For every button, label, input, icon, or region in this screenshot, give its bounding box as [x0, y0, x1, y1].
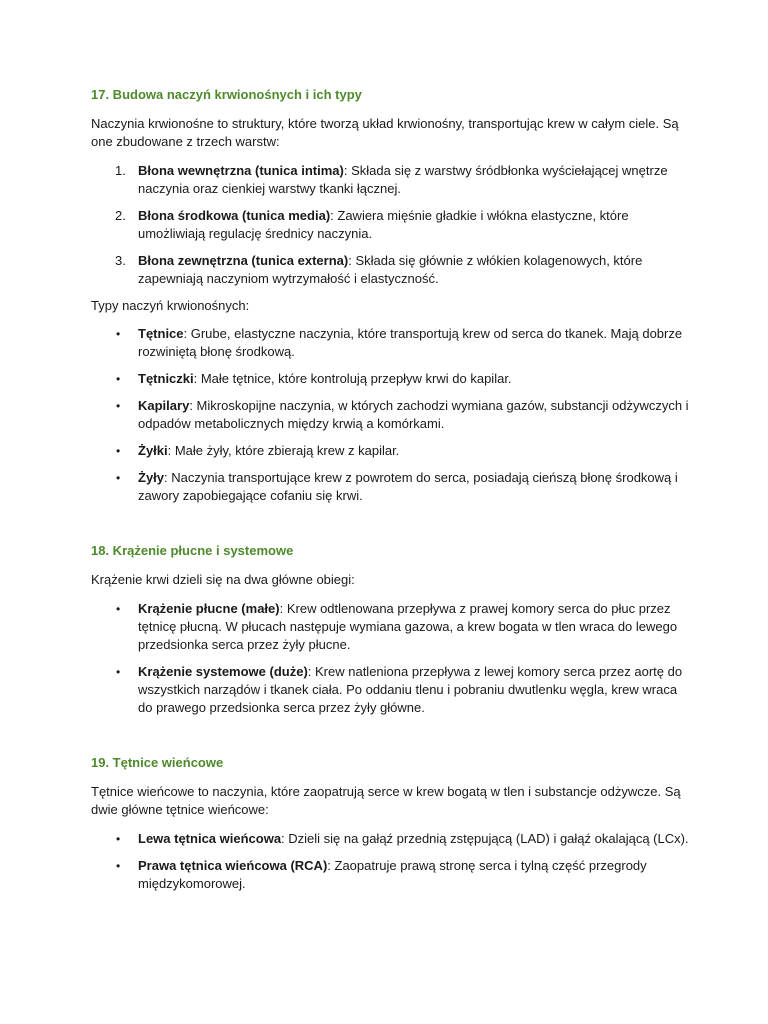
list-term: Błona środkowa (tunica media) — [138, 208, 331, 223]
circulation-list — [91, 600, 691, 717]
list-term: Błona wewnętrzna (tunica intima) — [138, 163, 344, 178]
list-term: Prawa tętnica wieńcowa (RCA) — [138, 858, 328, 873]
list-term: Żyły — [138, 470, 165, 485]
list-term: Tętniczki — [138, 371, 194, 386]
list-number: 2. — [115, 208, 126, 223]
vessel-types-list — [91, 325, 691, 505]
bullet-icon: • — [116, 832, 121, 846]
list-term: Kapilary — [138, 398, 190, 413]
list-text: : Dzieli się na gałąź przednią zstępującą (LAD) i gałąź okalającą (LCx). — [281, 831, 689, 846]
list-text: : Mikroskopijne naczynia, w których zachodzi wymiana gazów, substancji odżywczych i odpadów metabolicznych między krwią a komórkami. — [138, 398, 689, 431]
list-term: Błona zewnętrzna (tunica externa) — [138, 253, 349, 268]
list-item — [91, 469, 691, 505]
bullet-icon: • — [116, 399, 121, 413]
coronary-list — [91, 830, 691, 893]
section-heading-17: 17. Budowa naczyń krwionośnych i ich typy — [91, 87, 362, 102]
bullet-icon: • — [116, 602, 121, 616]
bullet-icon: • — [116, 859, 121, 873]
list-text: : Małe tętnice, które kontrolują przepływ krwi do kapilar. — [193, 371, 512, 386]
section-heading-18: 18. Krążenie płucne i systemowe — [91, 543, 294, 558]
list-text: : Składa się głównie z włókien kolagenowych, które zapewniają naczyniom wytrzymałość i elastyczność. — [138, 253, 643, 286]
layer-list — [91, 162, 691, 288]
list-item — [91, 162, 691, 198]
list-text: : Krew natleniona przepływa z lewej komory serca przez aortę do wszystkich narządów i tkanek ciała. Po oddaniu tlenu i pobraniu dwutlenku węgla, krew wraca do prawego przedsionka serca przez żyły główne. — [138, 664, 683, 715]
list-text: : Krew odtlenowana przepływa z prawej komory serca do płuc przez tętnicę płucną. W płucach następuje wymiana gazowa, a krew bogata w tlen wraca do lewego przedsionka serca przez żyły płucne. — [138, 601, 678, 652]
list-item — [91, 370, 691, 388]
bullet-icon: • — [116, 372, 121, 386]
list-number: 1. — [115, 163, 126, 178]
section-intro-17: Naczynia krwionośne to struktury, które tworzą układ krwionośny, transportując krew w całym ciele. Są one zbudowane z trzech warstw: — [91, 116, 679, 149]
list-text: : Składa się z warstwy śródbłonka wyściełającej wnętrze naczynia oraz cienkiej warstwy tkanki łącznej. — [138, 163, 668, 196]
list-text: : Małe żyły, które zbierają krew z kapilar. — [167, 443, 400, 458]
list-number: 3. — [115, 253, 126, 268]
bullet-icon: • — [116, 665, 121, 679]
list-term: Żyłki — [138, 443, 168, 458]
bullet-icon: • — [116, 327, 121, 341]
list-term: Krążenie systemowe (duże) — [138, 664, 308, 679]
bullet-icon: • — [116, 444, 121, 458]
list-item — [91, 397, 691, 433]
bullet-icon: • — [116, 471, 121, 485]
list-item — [91, 663, 691, 717]
list-text: : Naczynia transportujące krew z powrotem do serca, posiadają cieńszą błonę środkową i zawory zapobiegające cofaniu się krwi. — [138, 470, 678, 503]
list-item — [91, 207, 691, 243]
list-text: : Zawiera mięśnie gładkie i włókna elastyczne, które umożliwiają regulację średnicy naczynia. — [138, 208, 629, 241]
list-item — [91, 830, 691, 848]
section-heading-19: 19. Tętnice wieńcowe — [91, 755, 224, 770]
list-item — [91, 325, 691, 361]
list-item — [91, 857, 691, 893]
list-text: : Zaopatruje prawą stronę serca i tylną część przegrody międzykomorowej. — [138, 858, 647, 891]
list-term: Lewa tętnica wieńcowa — [138, 831, 282, 846]
document-content — [91, 86, 691, 893]
vessel-types-intro: Typy naczyń krwionośnych: — [91, 298, 250, 313]
section-intro-19: Tętnice wieńcowe to naczynia, które zaopatrują serce w krew bogatą w tlen i substancje odżywcze. Są dwie główne tętnice wieńcowe: — [91, 784, 681, 817]
section-intro-18: Krążenie krwi dzieli się na dwa główne obiegi: — [91, 572, 355, 587]
list-item — [91, 442, 691, 460]
list-term: Krążenie płucne (małe) — [138, 601, 280, 616]
list-item — [91, 600, 691, 654]
list-term: Tętnice — [138, 326, 184, 341]
list-item — [91, 252, 691, 288]
list-text: : Grube, elastyczne naczynia, które transportują krew od serca do tkanek. Mają dobrze rozwiniętą błonę środkową. — [138, 326, 683, 359]
